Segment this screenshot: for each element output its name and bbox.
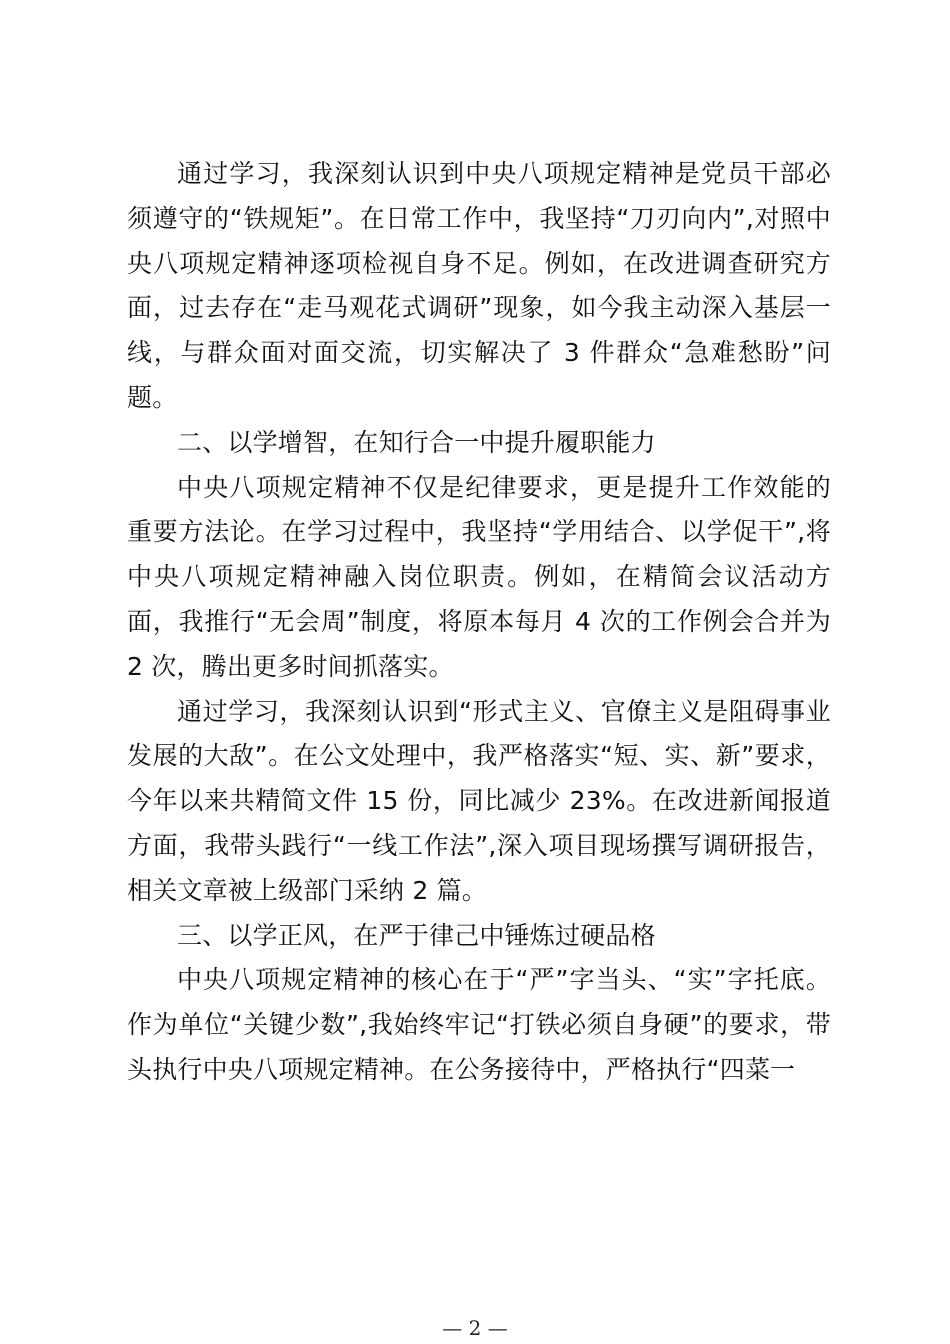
text-line: 2 次，腾出更多时间抓落实。	[127, 651, 454, 681]
text-line: 央八项规定精神逐项检视自身不足。例如，在改进调查研究方	[127, 248, 831, 278]
text-line: 中央八项规定精神的核心在于“严”字当头、“实”字托底。	[177, 965, 831, 995]
document-body	[127, 152, 831, 1093]
text-line: 二、以学增智，在知行合一中提升履职能力	[177, 427, 656, 457]
text-line: 三、以学正风，在严于律己中锤炼过硬品格	[177, 920, 656, 950]
text-line: 中央八项规定精神融入岗位职责。例如，在精简会议活动方	[127, 562, 831, 592]
text-line: 线，与群众面对面交流，切实解决了 3 件群众“急难愁盼”问	[127, 338, 831, 368]
text-line: 面，我推行“无会周”制度，将原本每月 4 次的工作例会合并为	[127, 606, 831, 636]
text-line: 作为单位“关键少数”,我始终牢记“打铁必须自身硬”的要求，带	[127, 1010, 831, 1040]
text-line: 今年以来共精简文件 15 份，同比减少 23%。在改进新闻报道	[127, 786, 831, 816]
text-line: 须遵守的“铁规矩”。在日常工作中，我坚持“刀刃向内”,对照中	[127, 203, 831, 233]
text-line: 通过学习，我深刻认识到中央八项规定精神是党员干部必	[177, 159, 831, 188]
text-line: 中央八项规定精神不仅是纪律要求，更是提升工作效能的	[177, 472, 831, 502]
page-number: — 2 —	[442, 1316, 508, 1340]
text-line: 题。	[127, 382, 178, 412]
text-line: 头执行中央八项规定精神。在公务接待中，严格执行“四菜一	[127, 1054, 796, 1084]
text-line: 重要方法论。在学习过程中，我坚持“学用结合、以学促干”,将	[127, 517, 831, 547]
text-line: 相关文章被上级部门采纳 2 篇。	[127, 875, 488, 905]
text-line: 方面，我带头践行“一线工作法”,深入项目现场撰写调研报告，	[127, 830, 831, 860]
text-line: 通过学习，我深刻认识到“形式主义、官僚主义是阻碍事业	[177, 696, 831, 726]
text-line: 面，过去存在“走马观花式调研”现象，如今我主动深入基层一	[127, 293, 831, 323]
text-line: 发展的大敌”。在公文处理中，我严格落实“短、实、新”要求，	[127, 741, 831, 771]
